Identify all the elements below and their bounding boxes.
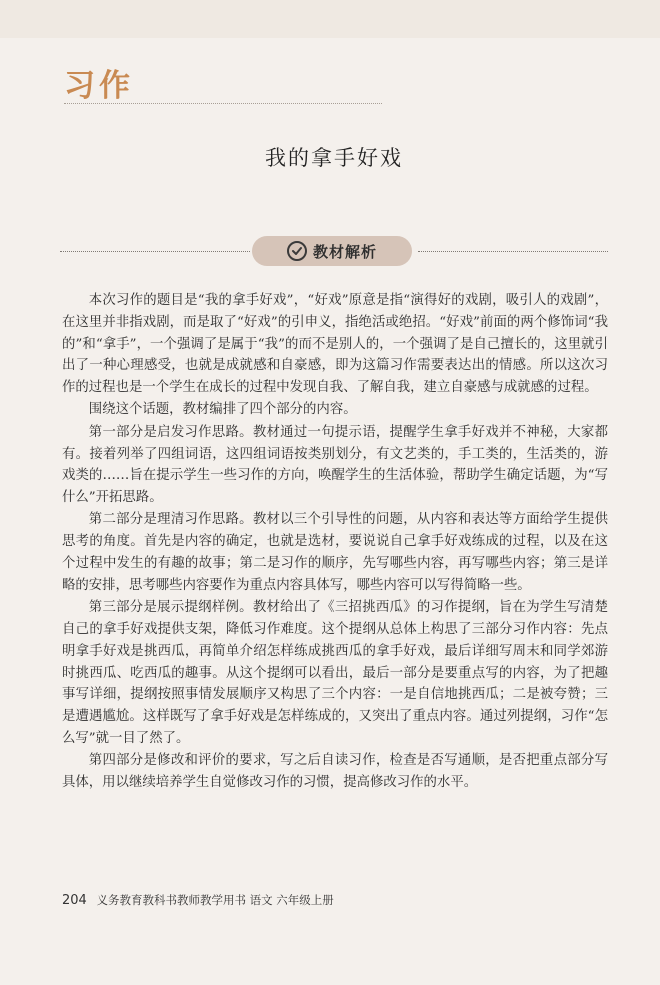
- top-strip: [0, 0, 660, 38]
- lesson-title: 我的拿手好戏: [265, 146, 403, 170]
- check-circle-icon: [287, 241, 307, 261]
- analysis-badge: [252, 236, 412, 266]
- paragraph: 本次习作的题目是“我的拿手好戏”，“好戏”原意是指“演得好的戏剧，吸引人的戏剧”，在这里并非指戏剧，而是取了“好戏”的引申义，指绝活或绝招。“好戏”前面的两个修饰词“我的”和“拿手”，一个强调了是属于“我”的而不是别人的，一个强调了是自己擅长的，这里就引出了一种心理感受，也就是成就感和自豪感，即为这篇习作需要表达出的情感。所以这次习作的过程也是一个学生在成长的过程中发现自我、了解自我，建立自豪感与成就感的过程。: [62, 293, 608, 396]
- analysis-divider-right: [418, 251, 608, 252]
- page-number: 204: [62, 893, 87, 908]
- analysis-label: 教材解析: [312, 242, 377, 261]
- title-divider: [64, 103, 382, 104]
- page-footer: [62, 892, 334, 908]
- paragraph: 第二部分是理清习作思路。教材以三个引导性的问题，从内容和表达等方面给学生提供思考的角度。首先是内容的确定，也就是选材，要说说自己拿手好戏练成的过程，以及在这个过程中发生的有趣的故事；第二是习作的顺序，先写哪些内容，再写哪些内容；第三是详略的安排，思考哪些内容要作为重点内容具体写，哪些内容可以写得简略一些。: [62, 512, 608, 593]
- analysis-divider-left: [60, 251, 250, 252]
- paragraph: 第一部分是启发习作思路。教材通过一句提示语，提醒学生拿手好戏并不神秘，大家都有。接着列举了四组词语，这四组词语按类别划分，有文艺类的，手工类的，生活类的，游戏类的……旨在提示学生一些习作的方向，唤醒学生的生活体验，帮助学生确定话题，为“写什么”开拓思路。: [62, 424, 608, 506]
- book-title: 义务教育教科书教师教学用书 语文 六年级上册: [96, 893, 334, 907]
- section-title: 习作: [64, 68, 134, 104]
- paragraph: 第三部分是展示提纲样例。教材给出了《三招挑西瓜》的习作提纲，旨在为学生写清楚自己的拿手好戏提供支架，降低习作难度。这个提纲从总体上构思了三部分习作内容：先点明拿手好戏是挑西瓜，再简单介绍怎样练成挑西瓜的拿手好戏，最后详细写周末和同学郊游时挑西瓜、吃西瓜的趣事。从这个提纲可以看出，最后一部分是要重点写的内容，为了把趣事写详细，提纲按照事情发展顺序又构思了三个内容：一是自信地挑西瓜；二是被夸赞；三是遭遇尴尬。这样既写了拿手好戏是怎样练成的，又突出了重点内容。通过列提纲，习作“怎么写”就一目了然了。: [62, 600, 608, 746]
- paragraph: 第四部分是修改和评价的要求，写之后自读习作，检查是否写通顺，是否把重点部分写具体，用以继续培养学生自觉修改习作的习惯，提高修改习作的水平。: [62, 753, 608, 791]
- paragraph: 围绕这个话题，教材编排了四个部分的内容。: [88, 402, 357, 418]
- body-text: [62, 290, 608, 794]
